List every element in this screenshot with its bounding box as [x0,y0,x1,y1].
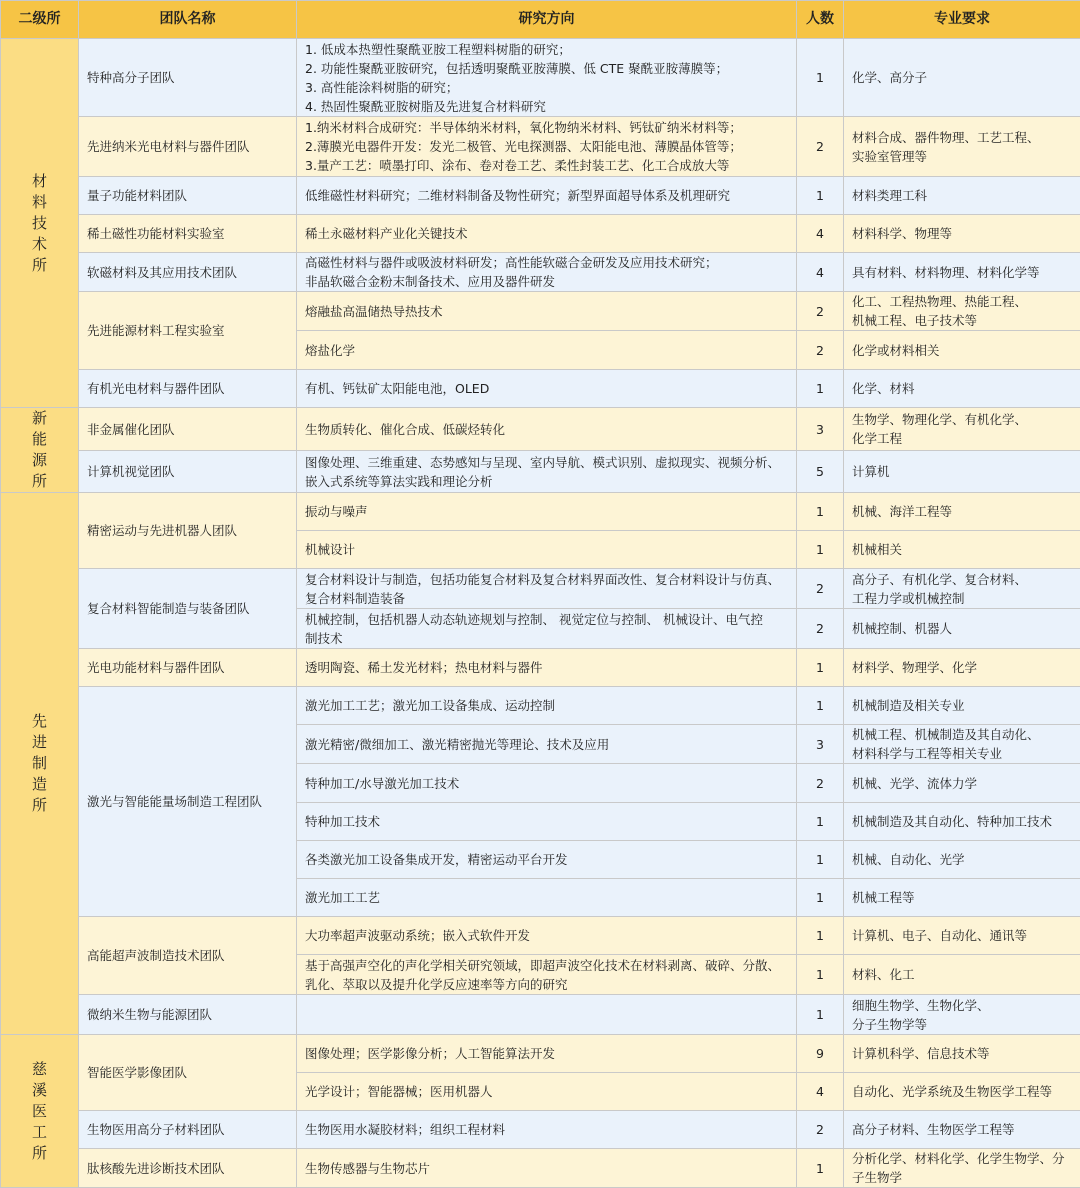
major-line: 计算机、电子、自动化、通讯等 [852,926,1072,945]
count-cell: 4 [797,253,844,292]
team-name-cell: 非金属催化团队 [79,408,297,451]
research-line: 稀土永磁材料产业化关键技术 [305,224,788,243]
research-cell [297,1149,797,1188]
major-line: 机械制造及相关专业 [852,696,1072,715]
table-row [1,687,1080,725]
research-line: 有机、钙钛矿太阳能电池，OLED [305,379,788,398]
count-cell: 2 [797,764,844,803]
institute-cell: 材 料 技 术 所 [1,39,79,408]
count-cell: 1 [797,493,844,531]
major-line: 分子生物学等 [852,1015,1072,1034]
count-cell: 9 [797,1035,844,1073]
table-row [1,451,1080,493]
major-cell [844,39,1080,117]
major-line: 计算机 [852,462,1072,481]
research-cell [297,1073,797,1111]
research-cell [297,917,797,955]
major-line: 生物学、物理化学、有机化学、 [852,410,1072,429]
major-line: 机械相关 [852,540,1072,559]
team-name-cell: 肽核酸先进诊断技术团队 [79,1149,297,1188]
count-cell: 1 [797,917,844,955]
major-cell [844,955,1080,995]
major-cell [844,177,1080,215]
research-line: 基于高强声空化的声化学相关研究领域，即超声波空化技术在材料剥离、破碎、分散、 [305,956,788,975]
research-cell [297,1035,797,1073]
research-line: 4. 热固性聚酰亚胺树脂及先进复合材料研究 [305,97,788,116]
count-cell: 1 [797,955,844,995]
table-row [1,408,1080,451]
team-name-cell: 先进纳米光电材料与器件团队 [79,117,297,177]
major-line: 材料合成、器件物理、工艺工程、 [852,128,1072,147]
research-line: 图像处理、三维重建、态势感知与呈现、室内导航、模式识别、虚拟现实、视频分析、 [305,453,788,472]
research-cell [297,331,797,370]
research-line: 机械设计 [305,540,788,559]
research-line: 振动与噪声 [305,502,788,521]
research-line: 3.量产工艺：喷墨打印、涂布、卷对卷工艺、柔性封装工艺、化工合成放大等 [305,156,788,175]
research-line: 复合材料制造装备 [305,589,788,608]
team-name-cell: 光电功能材料与器件团队 [79,649,297,687]
count-cell: 1 [797,687,844,725]
table-body [1,39,1080,1188]
major-cell [844,215,1080,253]
table-row [1,1111,1080,1149]
major-line: 材料、化工 [852,965,1072,984]
research-cell [297,117,797,177]
count-cell: 1 [797,995,844,1035]
team-name-cell: 生物医用高分子材料团队 [79,1111,297,1149]
team-name-cell: 特种高分子团队 [79,39,297,117]
major-line: 自动化、光学系统及生物医学工程等 [852,1082,1072,1101]
major-line: 化学、材料 [852,379,1072,398]
major-cell [844,879,1080,917]
count-cell: 2 [797,117,844,177]
major-line: 机械、自动化、光学 [852,850,1072,869]
research-cell [297,493,797,531]
major-line: 材料科学与工程等相关专业 [852,744,1072,763]
research-line: 嵌入式系统等算法实践和理论分析 [305,472,788,491]
count-cell: 2 [797,609,844,649]
major-line: 化工、工程热物理、热能工程、 [852,292,1072,311]
research-line: 生物传感器与生物芯片 [305,1159,788,1178]
research-line: 特种加工技术 [305,812,788,831]
table-row [1,253,1080,292]
team-name-cell: 稀土磁性功能材料实验室 [79,215,297,253]
major-cell [844,569,1080,609]
major-line: 材料类理工科 [852,186,1072,205]
research-cell [297,687,797,725]
major-line: 机械制造及其自动化、特种加工技术 [852,812,1072,831]
major-line: 计算机科学、信息技术等 [852,1044,1072,1063]
header-row [1,1,1080,39]
major-cell [844,370,1080,408]
table-row [1,917,1080,955]
table-row [1,995,1080,1035]
table-row [1,493,1080,531]
major-line: 机械工程、电子技术等 [852,311,1072,330]
research-line: 非晶软磁合金粉末制备技术、应用及器件研发 [305,272,788,291]
institute-cell: 慈 溪 医 工 所 [1,1035,79,1188]
research-line: 2.薄膜光电器件开发：发光二极管、光电探测器、太阳能电池、薄膜晶体管等； [305,137,788,156]
research-line: 各类激光加工设备集成开发，精密运动平台开发 [305,850,788,869]
major-line: 材料学、物理学、化学 [852,658,1072,677]
table-row [1,215,1080,253]
count-cell: 2 [797,292,844,331]
research-cell [297,177,797,215]
count-cell: 1 [797,841,844,879]
count-cell: 2 [797,331,844,370]
research-line: 特种加工/水导激光加工技术 [305,774,788,793]
team-name-cell: 激光与智能能量场制造工程团队 [79,687,297,917]
research-cell [297,408,797,451]
research-cell [297,803,797,841]
research-cell [297,995,797,1035]
major-cell [844,1035,1080,1073]
major-line: 高分子、有机化学、复合材料、 [852,570,1072,589]
major-cell [844,917,1080,955]
major-line: 工程力学或机械控制 [852,589,1072,608]
count-cell: 4 [797,1073,844,1111]
research-cell [297,569,797,609]
major-line: 化学或材料相关 [852,341,1072,360]
research-line: 1. 低成本热塑性聚酰亚胺工程塑料树脂的研究； [305,40,788,59]
table-row [1,292,1080,331]
major-line: 机械、光学、流体力学 [852,774,1072,793]
research-line: 生物质转化、催化合成、低碳烃转化 [305,420,788,439]
research-cell [297,955,797,995]
research-line: 光学设计；智能器械；医用机器人 [305,1082,788,1101]
major-cell [844,408,1080,451]
major-line: 机械、海洋工程等 [852,502,1072,521]
count-cell: 1 [797,370,844,408]
table-row [1,39,1080,117]
major-cell [844,687,1080,725]
team-name-cell: 高能超声波制造技术团队 [79,917,297,995]
research-line: 激光加工工艺 [305,888,788,907]
major-cell [844,493,1080,531]
research-line: 复合材料设计与制造，包括功能复合材料及复合材料界面改性、复合材料设计与仿真、 [305,570,788,589]
team-name-cell: 有机光电材料与器件团队 [79,370,297,408]
research-cell [297,649,797,687]
table-row [1,370,1080,408]
major-line: 机械工程、机械制造及其自动化、 [852,725,1072,744]
major-cell [844,649,1080,687]
research-line: 低维磁性材料研究；二维材料制备及物性研究；新型界面超导体系及机理研究 [305,186,788,205]
research-cell [297,39,797,117]
count-cell: 4 [797,215,844,253]
table-row [1,177,1080,215]
team-name-cell: 软磁材料及其应用技术团队 [79,253,297,292]
team-name-cell: 精密运动与先进机器人团队 [79,493,297,569]
research-line: 透明陶瓷、稀土发光材料；热电材料与器件 [305,658,788,677]
research-line: 3. 高性能涂料树脂的研究； [305,78,788,97]
research-line: 图像处理；医学影像分析；人工智能算法开发 [305,1044,788,1063]
research-line: 2. 功能性聚酰亚胺研究，包括透明聚酰亚胺薄膜、低 CTE 聚酰亚胺薄膜等； [305,59,788,78]
research-line: 生物医用水凝胶材料；组织工程材料 [305,1120,788,1139]
research-cell [297,725,797,764]
count-cell: 1 [797,531,844,569]
research-cell [297,609,797,649]
major-cell [844,451,1080,493]
research-cell [297,451,797,493]
table-row [1,1149,1080,1188]
research-cell [297,879,797,917]
major-cell [844,117,1080,177]
major-line: 化学工程 [852,429,1072,448]
research-line: 大功率超声波驱动系统；嵌入式软件开发 [305,926,788,945]
research-line: 熔融盐高温储热导热技术 [305,302,788,321]
table-row [1,117,1080,177]
major-cell [844,841,1080,879]
institute-cell: 新 能 源 所 [1,408,79,493]
major-cell [844,1149,1080,1188]
count-cell: 3 [797,725,844,764]
research-line: 制技术 [305,629,788,648]
research-line: 1.纳米材料合成研究：半导体纳米材料，氧化物纳米材料、钙钛矿纳米材料等； [305,118,788,137]
count-cell: 1 [797,177,844,215]
team-name-cell: 智能医学影像团队 [79,1035,297,1111]
major-cell [844,331,1080,370]
research-line: 机械控制，包括机器人动态轨迹规划与控制、 视觉定位与控制、 机械设计、电气控 [305,610,788,629]
team-name-cell: 先进能源材料工程实验室 [79,292,297,370]
count-cell: 1 [797,39,844,117]
research-line: 乳化、萃取以及提升化学反应速率等方向的研究 [305,975,788,994]
count-cell: 2 [797,1111,844,1149]
major-line: 机械控制、机器人 [852,619,1072,638]
research-cell [297,292,797,331]
count-cell: 1 [797,649,844,687]
count-cell: 5 [797,451,844,493]
header-team: 团队名称 [79,1,297,39]
research-cell [297,215,797,253]
header-research: 研究方向 [297,1,797,39]
major-cell [844,253,1080,292]
research-cell [297,253,797,292]
major-cell [844,764,1080,803]
major-cell [844,531,1080,569]
major-cell [844,609,1080,649]
research-line: 激光精密/微细加工、激光精密抛光等理论、技术及应用 [305,735,788,754]
research-cell [297,1111,797,1149]
research-line: 高磁性材料与器件或吸波材料研发；高性能软磁合金研发及应用技术研究； [305,253,788,272]
major-cell [844,803,1080,841]
count-cell: 1 [797,803,844,841]
table-row [1,649,1080,687]
major-cell [844,1111,1080,1149]
table-row [1,1035,1080,1073]
header-major: 专业要求 [844,1,1080,39]
count-cell: 2 [797,569,844,609]
team-name-cell: 计算机视觉团队 [79,451,297,493]
research-line: 熔盐化学 [305,341,788,360]
team-name-cell: 复合材料智能制造与装备团队 [79,569,297,649]
major-line: 细胞生物学、生物化学、 [852,996,1072,1015]
major-line: 高分子材料、生物医学工程等 [852,1120,1072,1139]
major-cell [844,292,1080,331]
major-line: 材料科学、物理等 [852,224,1072,243]
research-cell [297,370,797,408]
institute-cell: 先 进 制 造 所 [1,493,79,1035]
major-line: 实验室管理等 [852,147,1072,166]
count-cell: 1 [797,1149,844,1188]
major-cell [844,1073,1080,1111]
header-institute: 二级所 [1,1,79,39]
team-name-cell: 微纳米生物与能源团队 [79,995,297,1035]
major-line: 具有材料、材料物理、材料化学等 [852,263,1072,282]
major-cell [844,725,1080,764]
research-cell [297,841,797,879]
team-name-cell: 量子功能材料团队 [79,177,297,215]
major-cell [844,995,1080,1035]
table-row [1,569,1080,609]
research-cell [297,531,797,569]
research-cell [297,764,797,803]
count-cell: 1 [797,879,844,917]
major-line: 化学、高分子 [852,68,1072,87]
count-cell: 3 [797,408,844,451]
major-line: 分析化学、材料化学、化学生物学、分 [852,1149,1072,1168]
header-count: 人数 [797,1,844,39]
research-line: 激光加工工艺；激光加工设备集成、运动控制 [305,696,788,715]
major-line: 机械工程等 [852,888,1072,907]
major-line: 子生物学 [852,1168,1072,1187]
